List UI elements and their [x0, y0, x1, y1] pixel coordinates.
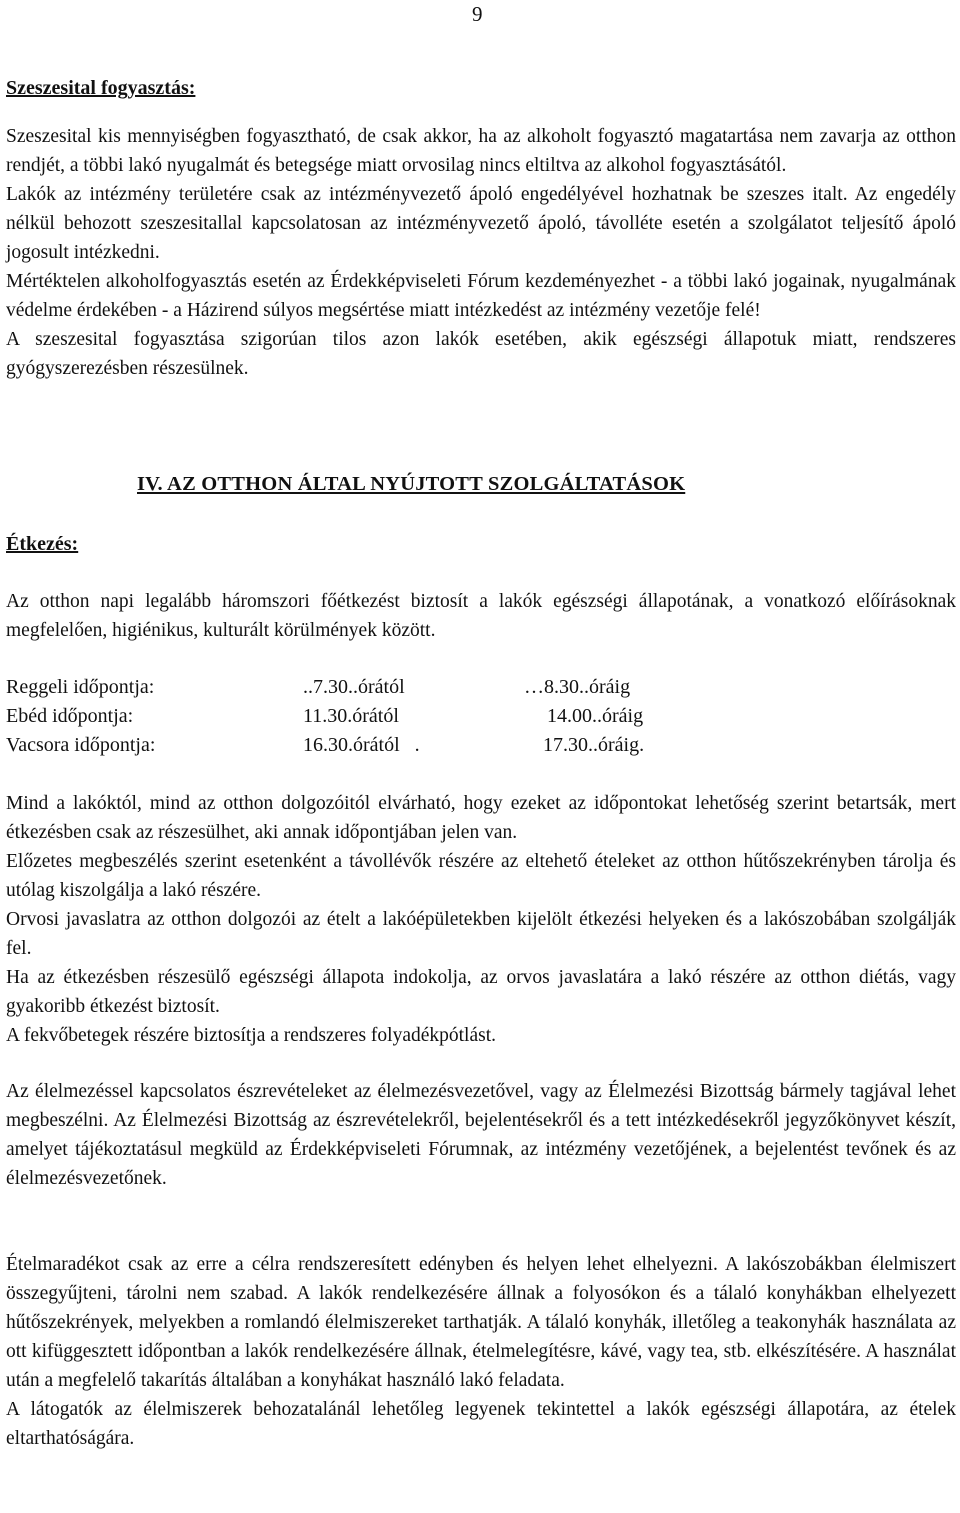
meal-from: 16.30.órától .: [303, 734, 420, 756]
alcohol-paragraph: Szeszesital kis mennyiségben fogyasztható, de csak akkor, ha az alkoholt fogyasztó magatartása nem zavarja az otthon rendjét, a többi lakó nyugalmát és betegsége miatt orvosilag nincs eltiltva az alkohol fogyasztásától.: [6, 126, 956, 176]
meals-paragraph: Ha az étkezésben részesülő egészségi állapota indokolja, az orvos javaslatára a lakó részére az otthon diétás, vagy gyakoribb étkezést biztosít.: [6, 967, 956, 1017]
meal-label: Reggeli időpontja:: [6, 676, 155, 698]
meal-to: …8.30..óráig: [524, 676, 631, 698]
alcohol-paragraph: Mértéktelen alkoholfogyasztás esetén az Érdekképviseleti Fórum kezdeményezhet - a többi lakó jogainak, nyugalmának védelme érdekében - a Házirend súlyos megsértése miatt intézkedést az intézmény vezetője felé!: [6, 271, 956, 321]
meal-from: 11.30.órától: [303, 705, 399, 727]
meal-schedule: [6, 673, 956, 760]
meals-intro-wrap: [6, 587, 956, 645]
meals-intro: Az otthon napi legalább háromszori főétkezést biztosít a lakók egészségi állapotának, a vonatkozó előírásoknak megfelelően, higiénikus, kulturált körülmények között.: [6, 591, 956, 641]
meal-label: Ebéd időpontja:: [6, 705, 134, 727]
meal-row-lunch: [6, 702, 956, 731]
alcohol-body: [6, 122, 956, 383]
meals-paragraph: Ételmaradékot csak az erre a célra rendszeresített edényben és helyen lehet elhelyezni. A lakószobákban élelmiszert összegyűjteni, tárolni nem szabad. A lakók rendelkezésére állnak a folyosókon és a tálaló konyhákban elhelyezett hűtőszekrények, melyekben a romlandó élelmiszereket tarthatják. A tálaló konyhák, illetőleg a teakonyhák használata az ott kifüggesztett időpontban a lakók rendelkezésére állnak, ételmelegítésre, kávé, vagy tea, stb. elkészítésére. A használat után a megfelelő takarítás általában a konyhákat használó lakó feladata.: [6, 1254, 956, 1391]
alcohol-paragraph: A szeszesital fogyasztása szigorúan tilos azon lakók esetében, akik egészségi állapotuk miatt, rendszeres gyógyszerezésben részesülnek.: [6, 329, 956, 379]
meals-body-3: [6, 1250, 956, 1453]
committee-paragraph: Az élelmezéssel kapcsolatos észrevételeket az élelmezésvezetővel, vagy az Élelmezési Bizottság bármely tagjával lehet megbeszélni. Az Élelmezési Bizottság az észrevételekről, bejelentésekről és a tett intézkedésekről jegyzőkönyvet készít, amelyet tájékoztatásul megküld az Érdekképviseleti Fórumnak, az intézmény vezetőjének, a bejelentést tevőnek és az élelmezésvezetőnek.: [6, 1081, 956, 1189]
meal-row-breakfast: [6, 673, 956, 702]
meal-from: ..7.30..órától: [303, 676, 405, 698]
chapter-title: IV. AZ OTTHON ÁLTAL NYÚJTOTT SZOLGÁLTATÁSOK: [137, 473, 686, 495]
alcohol-section: [6, 74, 956, 103]
meals-heading: Étkezés:: [6, 533, 79, 555]
meals-paragraph: Előzetes megbeszélés szerint esetenként a távollévők részére az eltehető ételeket az otthon hűtőszekrényben tárolja és utólag kiszolgálja a lakó részére.: [6, 851, 956, 901]
meal-row-dinner: [6, 731, 956, 760]
meals-heading-wrap: [6, 530, 956, 559]
meals-paragraph: A fekvőbetegek részére biztosítja a rendszeres folyadékpótlást.: [6, 1025, 497, 1046]
meals-paragraph: A látogatók az élelmiszerek behozatalánál lehetőleg legyenek tekintettel a lakók egészségi állapotára, az ételek eltarthatóságára.: [6, 1399, 956, 1449]
alcohol-paragraph: Lakók az intézmény területére csak az intézményvezető ápoló engedélyével hozhatnak be szeszes italt. Az engedély nélkül behozott szeszesitallal kapcsolatosan az intézményvezető ápoló, távolléte esetén a szolgálatot teljesítő ápoló jogosult intézkedni.: [6, 184, 956, 263]
meals-paragraph: Mind a lakóktól, mind az otthon dolgozóitól elvárható, hogy ezeket az időpontokat lehetőség szerint betartsák, mert étkezésben csak az részesülhet, aki annak időpontjában jelen van.: [6, 793, 956, 843]
alcohol-heading: Szeszesital fogyasztás:: [6, 77, 196, 99]
meals-body-1: [6, 789, 956, 1050]
meals-paragraph: Orvosi javaslatra az otthon dolgozói az ételt a lakóépületekben kijelölt étkezési helyeken és a lakószobában szolgálják fel.: [6, 909, 956, 959]
meal-to: 17.30..óráig.: [543, 734, 645, 756]
meal-to: 14.00..óráig: [547, 705, 644, 727]
page-number: 9: [472, 2, 483, 26]
meals-body-2: [6, 1077, 956, 1193]
meal-label: Vacsora időpontja:: [6, 734, 156, 756]
